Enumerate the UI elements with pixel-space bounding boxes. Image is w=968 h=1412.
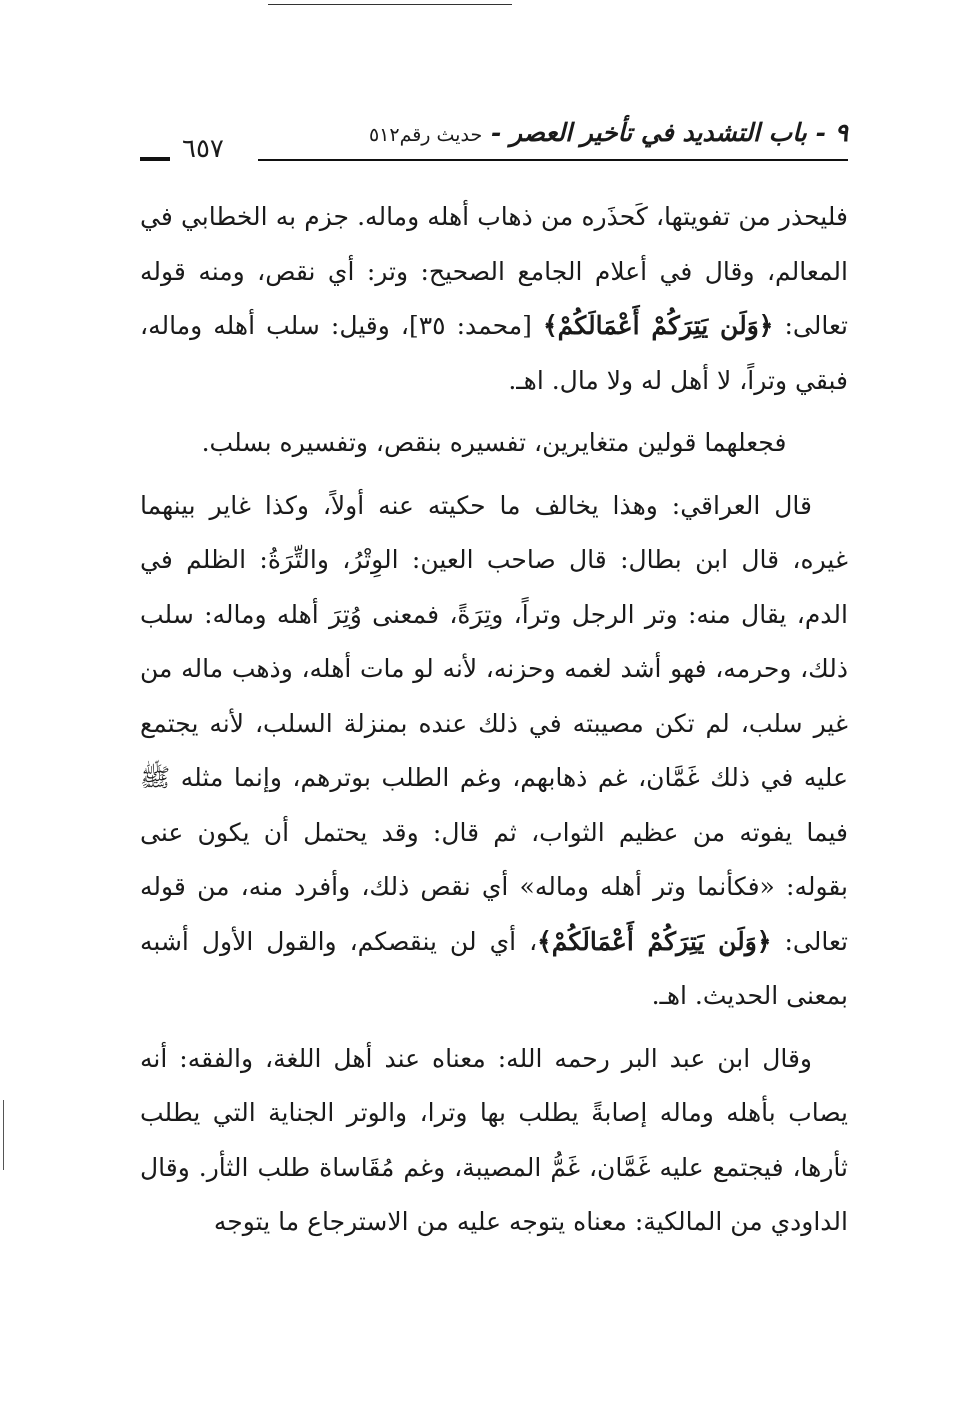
paragraph-text: فجعلهما قولين متغايرين، تفسيره بنقص، وتفسيره بسلب.	[201, 428, 787, 457]
top-edge-rule	[268, 4, 512, 5]
running-title	[369, 118, 848, 147]
header-rule-long	[258, 159, 848, 161]
quran-quote: ﴿وَلَن يَتِرَكُمْ أَعْمَالَكُمْ﴾	[542, 311, 774, 340]
scan-edge-mark	[3, 1100, 4, 1170]
paragraph-text: ، أي لن ينقصكم، والقول الأول أشبه بمعنى الحديث. اهـ.	[140, 926, 848, 1010]
hadith-reference: حديث رقم٥١٢	[368, 124, 483, 146]
chapter-title: ٩ - باب التشديد في تأخير العصر -	[490, 118, 848, 147]
paragraph-1	[140, 190, 848, 408]
page-body	[140, 190, 848, 1250]
page-number: ٦٥٧	[182, 134, 224, 164]
paragraph-text: قال العراقي: وهذا يخالف ما حكيته عنه أولاً، وكذا غاير بينهما غيره، قال ابن بطال: قال صاحب العين: الوِتْرُ، والتِّرَةُ: الظلم في الدم، يقال منه: وتر الرجل وتراً، وتِرَةً، فمعنى وُتِرَ أهله وماله: سلب ذلك، وحرمه، فهو أشد لغمه وحزنه، لأنه لو مات أهله، وذهب ماله من غير سلب، لم تكن مصيبته في ذلك عنده بمنزلة السلب، لأنه يجتمع عليه في ذلك غَمَّان، غم ذهابهم، وغم الطلب بوترهم، وإنما مثله ﷺ فيما يفوته من عظيم الثواب، ثم قال: وقد يحتمل أن يكون عنى بقوله: «فكأنما وتر أهله وماله» أي نقص ذلك، وأفرد منه، من قوله تعالى:	[140, 490, 848, 956]
paragraph-text: [محمد: ٣٥]، وقيل: سلب أهله وماله، فبقي وتراً، لا أهل له ولا مال. اهـ.	[140, 311, 848, 395]
paragraph-text: فليحذر من تفويتها، كَحذَره من ذهاب أهله وماله. جزم به الخطابي في المعالم، وقال في أعلام الجامع الصحيح: وتر: أي نقص، ومنه قوله تعالى:	[140, 202, 848, 340]
paragraph-3	[140, 479, 848, 1024]
header-rule-short	[140, 157, 170, 161]
paragraph-2	[140, 416, 848, 471]
quran-quote: ﴿وَلَن يَتِرَكُمْ أَعْمَالَكُمْ﴾	[537, 926, 772, 956]
page-header	[140, 112, 848, 172]
paragraph-4	[140, 1032, 848, 1250]
paragraph-text: وقال ابن عبد البر رحمه الله: معناه عند أهل اللغة، والفقه: أنه يصاب بأهله وماله إصابةً يطلب بها وترا، والوتر الجناية التي يطلب ثأرها، فيجتمع عليه غَمَّان، غَمُّ المصيبة، وغم مُقَاساة طلب الثأر. وقال الداودي من المالكية: معناه يتوجه عليه من الاسترجاع ما يتوجه	[140, 1043, 848, 1236]
